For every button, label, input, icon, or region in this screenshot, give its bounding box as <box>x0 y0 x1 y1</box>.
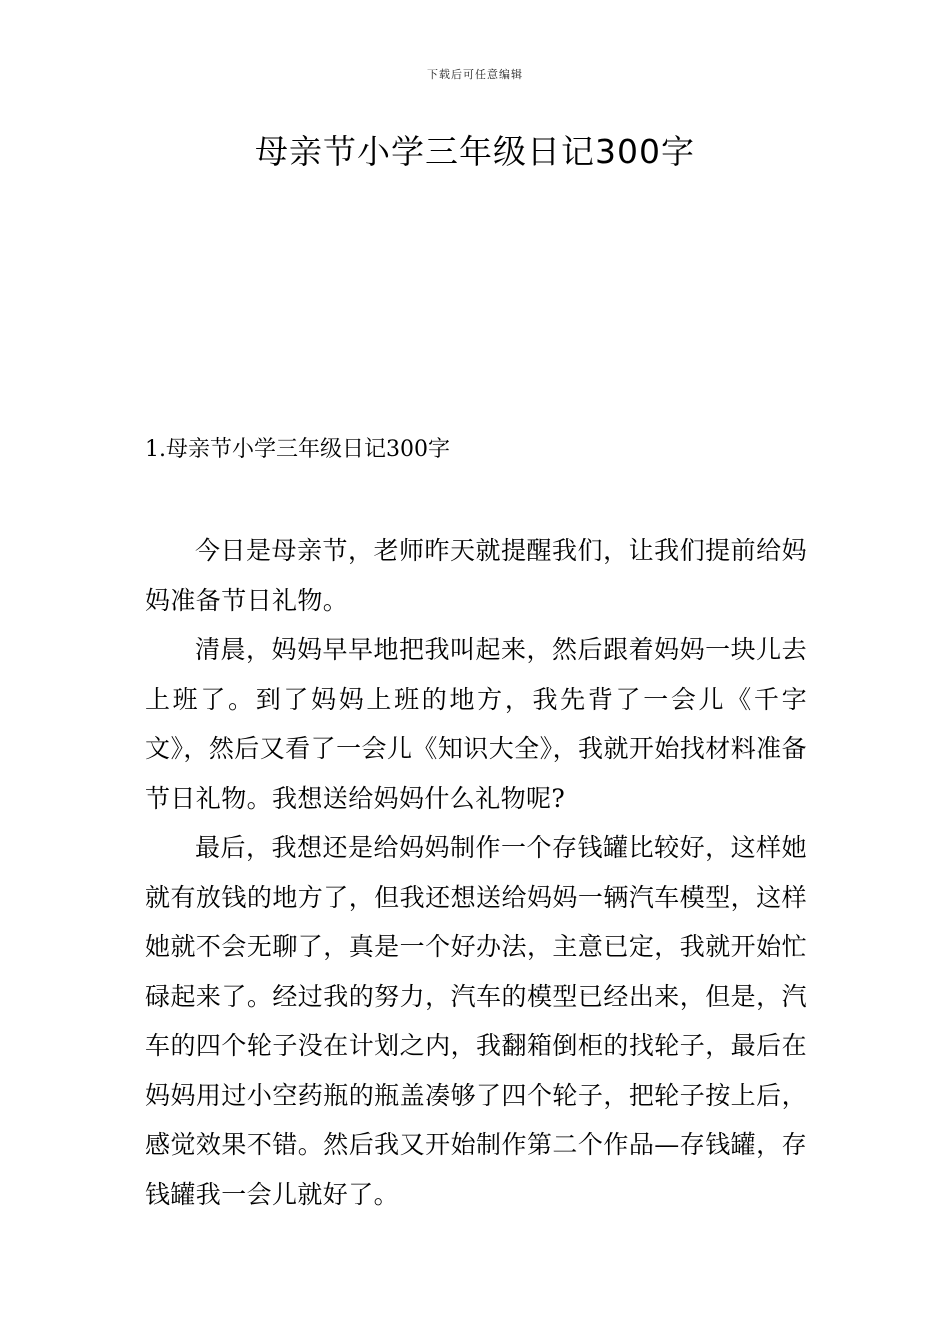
paragraph-2: 清晨，妈妈早早地把我叫起来，然后跟着妈妈一块儿去上班了。到了妈妈上班的地方，我先背了一会儿《千字文》，然后又看了一会儿《知识大全》，我就开始找材料准备节日礼物。我想送给妈妈什么礼物呢? <box>145 635 807 813</box>
paragraph-1: 今日是母亲节，老师昨天就提醒我们，让我们提前给妈妈准备节日礼物。 <box>145 536 807 615</box>
header-note: 下载后可任意编辑 <box>427 68 523 81</box>
diary-body <box>145 526 807 1219</box>
section-heading: 1.母亲节小学三年级日记300字 <box>145 437 450 462</box>
paragraph-3: 最后，我想还是给妈妈制作一个存钱罐比较好，这样她就有放钱的地方了，但我还想送给妈妈一辆汽车模型，这样她就不会无聊了，真是一个好办法，主意已定，我就开始忙碌起来了。经过我的努力，汽车的模型已经出来，但是，汽车的四个轮子没在计划之内，我翻箱倒柜的找轮子，最后在妈妈用过小空药瓶的瓶盖凑够了四个轮子，把轮子按上后，感觉效果不错。然后我又开始制作第二个作品—存钱罐，存钱罐我一会儿就好了。 <box>145 833 807 1209</box>
document-title: 母亲节小学三年级日记300字 <box>255 132 695 171</box>
